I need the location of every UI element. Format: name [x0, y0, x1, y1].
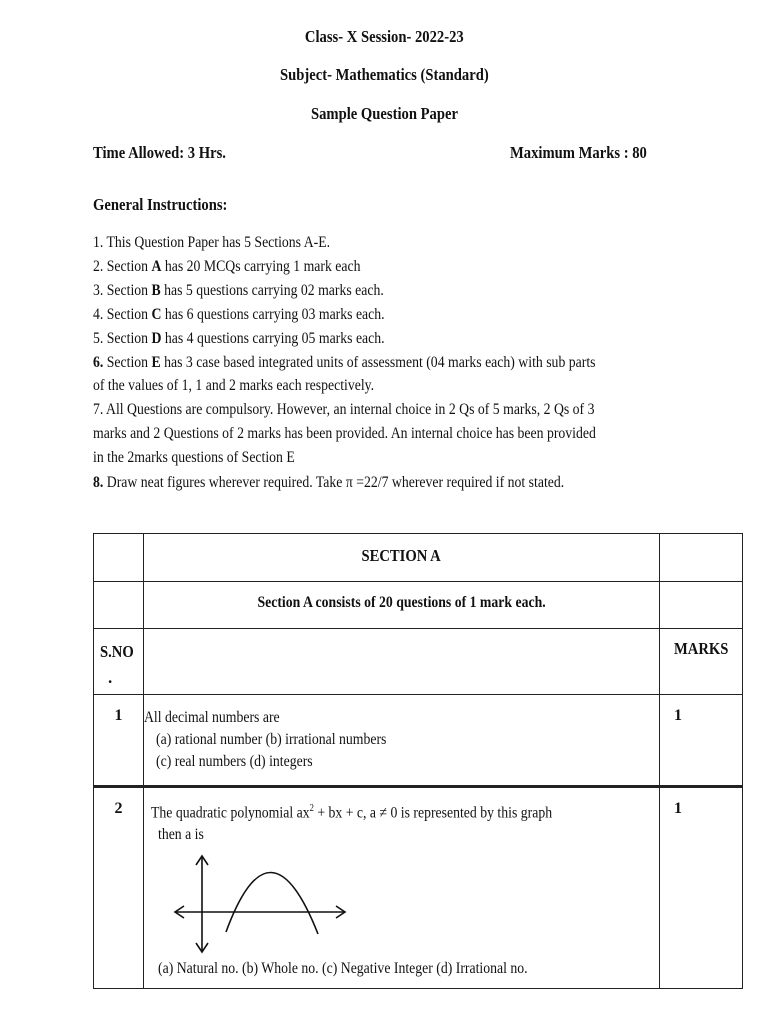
marks-header: MARKS — [660, 629, 743, 695]
section-subtitle: Section A consists of 20 questions of 1 mark each. — [144, 582, 660, 629]
question-number: 2 — [94, 787, 144, 989]
class-session-heading: Class- X Session- 2022-23 — [304, 27, 464, 46]
section-a-table — [93, 533, 743, 989]
instruction-2: 2. Section A has 20 MCQs carrying 1 mark each — [93, 258, 361, 275]
instruction-7-cont-2: in the 2marks questions of Section E — [93, 449, 295, 466]
instruction-5: 5. Section D has 4 questions carrying 05 marks each. — [93, 330, 385, 347]
question-number: 1 — [94, 695, 144, 787]
column-header-row — [94, 629, 743, 695]
instruction-7-cont: marks and 2 Questions of 2 marks has been provided. An internal choice has been provided — [93, 425, 596, 442]
question-row — [94, 787, 743, 989]
instruction-6: 6. Section E has 3 case based integrated units of assessment (04 marks each) with sub parts — [93, 354, 596, 371]
sno-header: S.NO . — [94, 629, 144, 695]
instructions-heading: General Instructions: — [93, 195, 228, 214]
section-title-row — [94, 534, 743, 582]
question-options: (a) Natural no. (b) Whole no. (c) Negative Integer (d) Irrational no. — [158, 960, 528, 977]
parabola-graph — [160, 852, 360, 962]
paper-title: Sample Question Paper — [310, 104, 458, 123]
instruction-7: 7. All Questions are compulsory. However, an internal choice in 2 Qs of 5 marks, 2 Qs of 3 — [93, 401, 595, 418]
question-text: All decimal numbers are (a) rational number (b) irrational numbers (c) real numbers (d) integers — [144, 695, 660, 787]
instruction-4: 4. Section C has 6 questions carrying 03 marks each. — [93, 306, 385, 323]
section-subtitle-row — [94, 582, 743, 629]
question-row — [94, 695, 743, 787]
instruction-1: 1. This Question Paper has 5 Sections A-E. — [93, 234, 331, 251]
question-marks: 1 — [660, 787, 743, 989]
instruction-6-cont: of the values of 1, 1 and 2 marks each respectively. — [93, 377, 375, 394]
max-marks: Maximum Marks : 80 — [510, 143, 647, 162]
section-title: SECTION A — [144, 534, 660, 582]
instruction-8: 8. Draw neat figures wherever required. Take π =22/7 wherever required if not stated. — [93, 474, 565, 491]
parabola-curve — [226, 873, 318, 935]
question-text: The quadratic polynomial $ax^2$ + bx + c, a ≠ 0 is represented by this graph then a is (a) Natural no. (b) Whole no. (c) Negative Integer (d) Irrational no. — [144, 787, 660, 989]
subject-heading: Subject- Mathematics (Standard) — [279, 65, 489, 84]
instruction-3: 3. Section B has 5 questions carrying 02 marks each. — [93, 282, 384, 299]
time-allowed: Time Allowed: 3 Hrs. — [93, 143, 226, 162]
question-marks: 1 — [660, 695, 743, 787]
